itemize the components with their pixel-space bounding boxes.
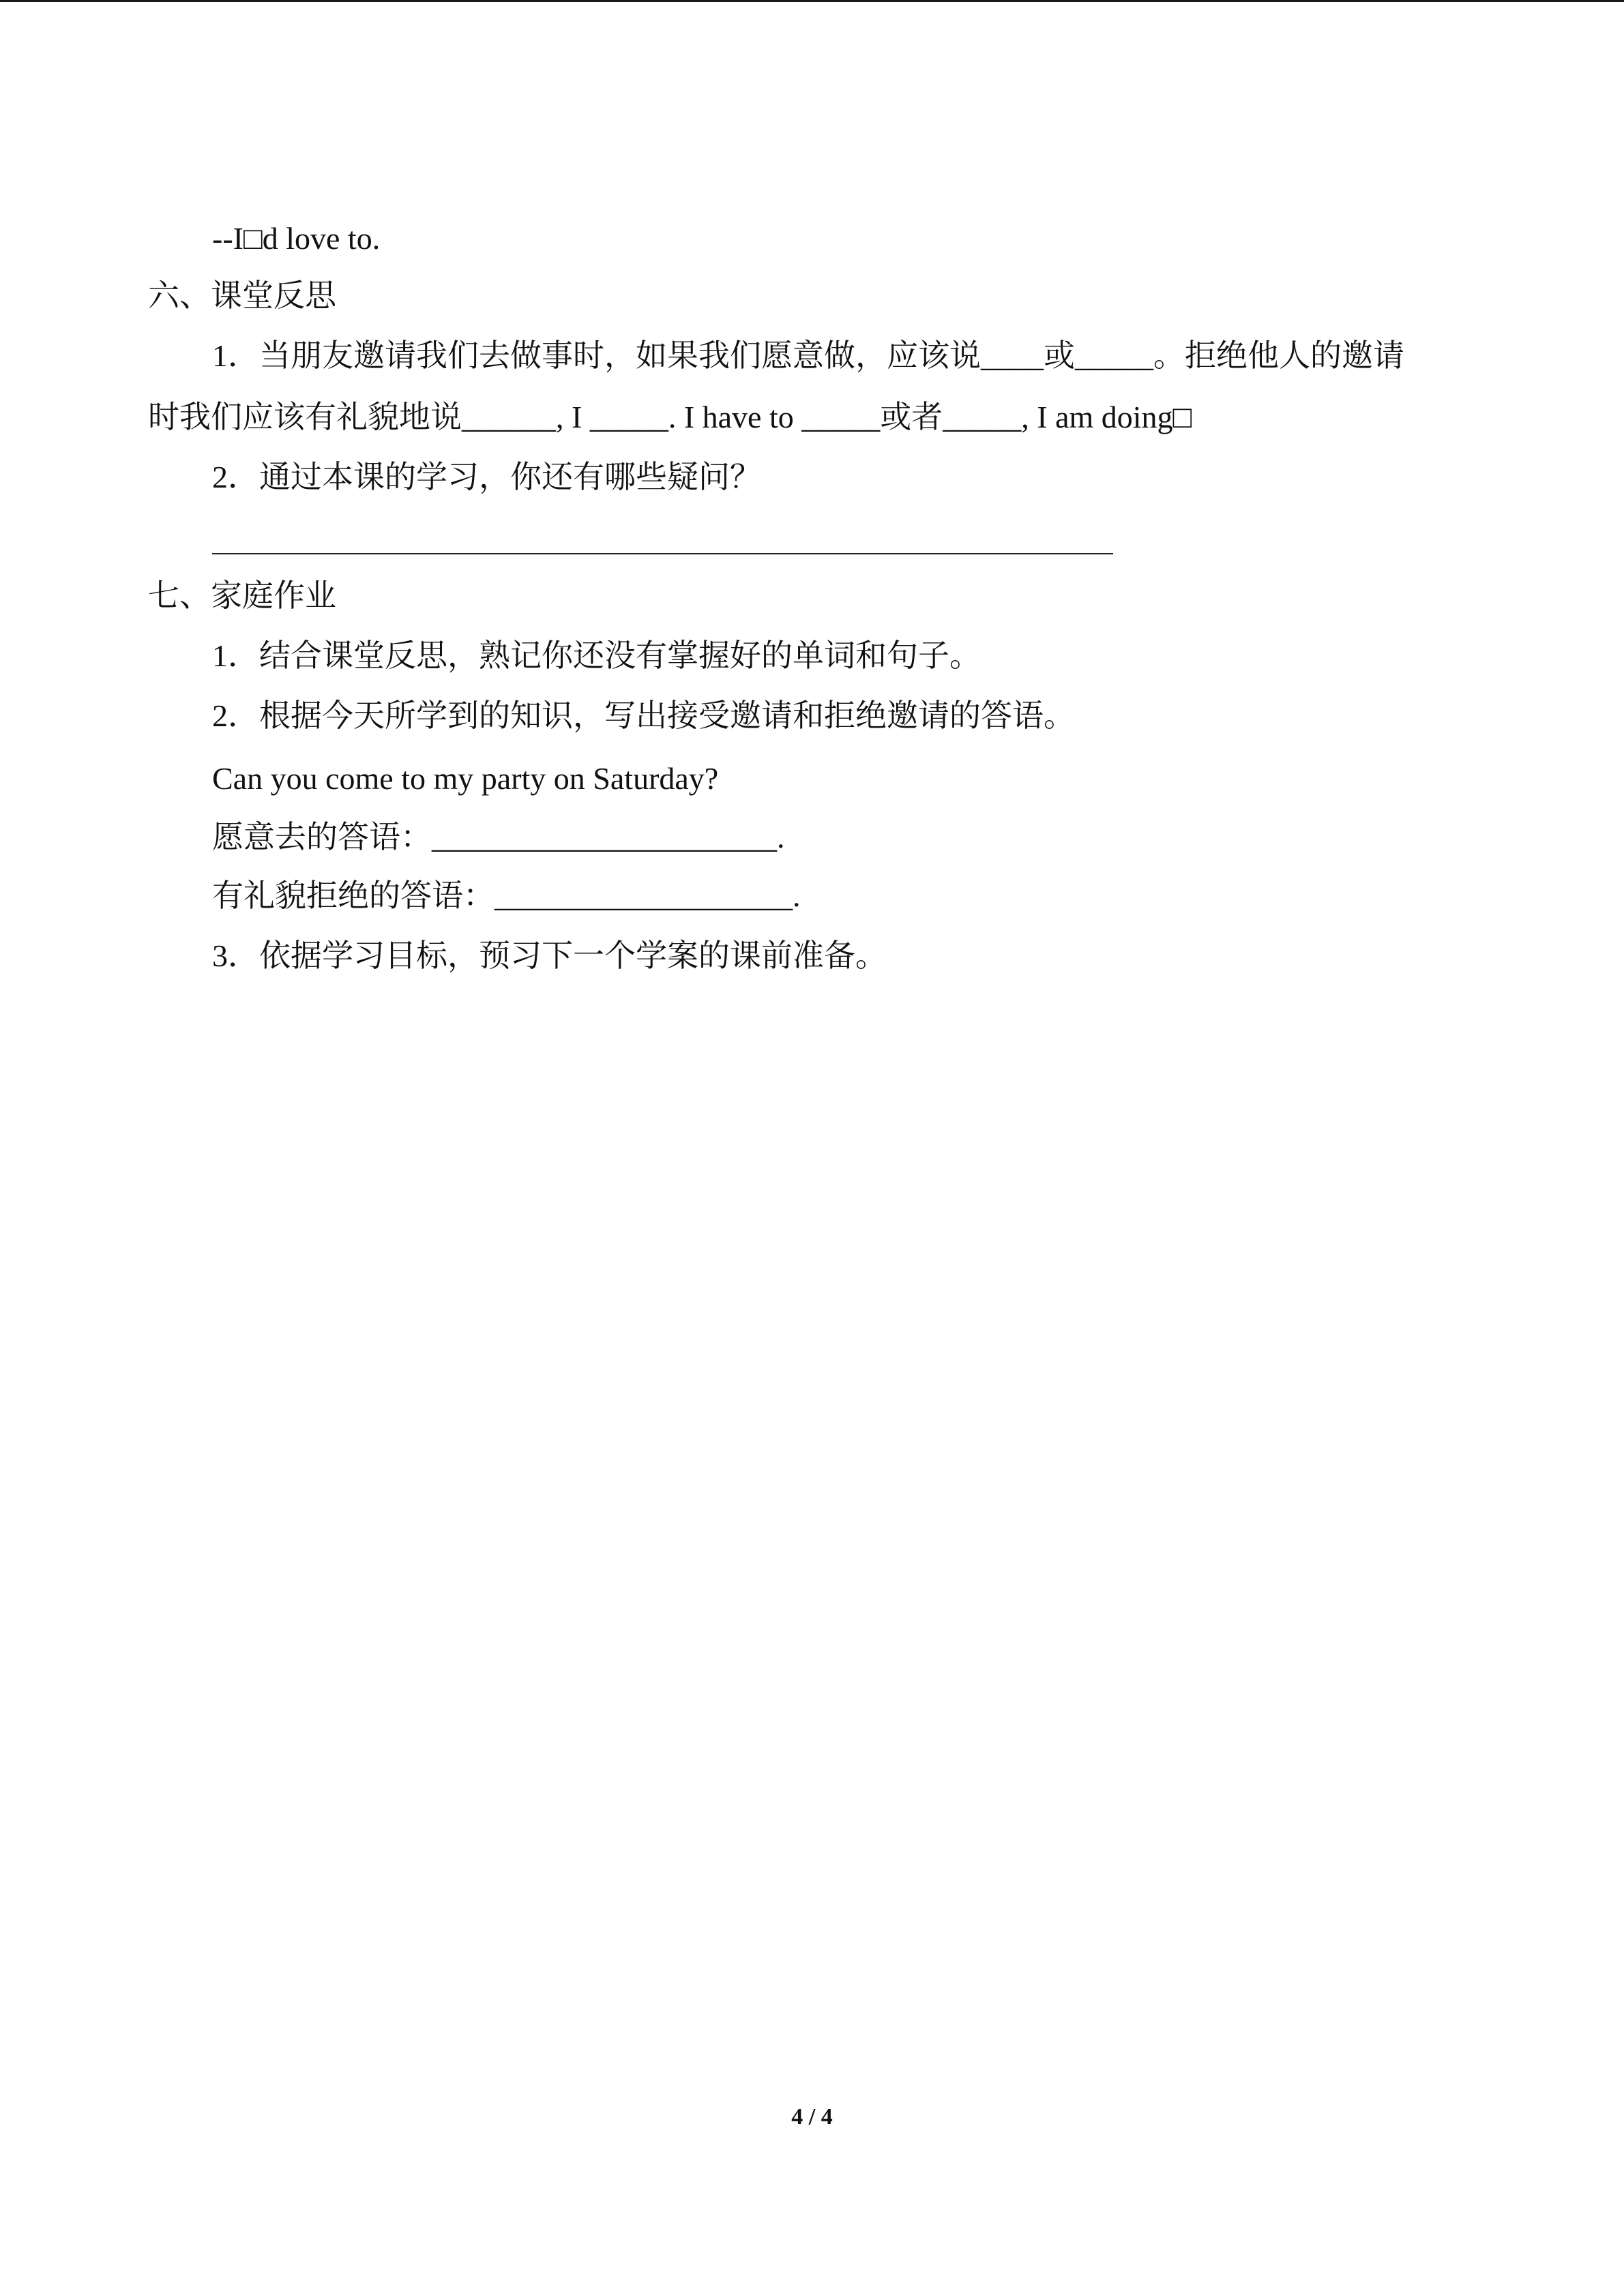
section-6-item-1-line-2: 时我们应该有礼貌地说______, I _____. I have to _____或者_____, I am doing□ [148, 400, 1192, 434]
answer-line [212, 553, 1113, 554]
page-number: 4 / 4 [791, 2104, 833, 2130]
section-6-heading: 六、课堂反思 [148, 278, 336, 313]
dialogue-reply: --I□d love to. [212, 221, 381, 256]
section-7-item-1: 1．结合课堂反思，熟记你还没有掌握好的单词和句子。 [212, 638, 981, 673]
section-6-item-2: 2．通过本课的学习，你还有哪些疑问？ [212, 460, 761, 494]
section-6-item-1-line-1: 1．当朋友邀请我们去做事时，如果我们愿意做，应该说____或_____。拒绝他人的邀请 [212, 338, 1404, 373]
section-7-item-2: 2．根据今天所学到的知识，写出接受邀请和拒绝邀请的答语。 [212, 698, 1075, 733]
section-7-heading: 七、家庭作业 [148, 578, 336, 613]
invitation-question: Can you come to my party on Saturday? [212, 761, 719, 796]
section-7-item-3: 3．依据学习目标，预习下一个学案的课前准备。 [212, 938, 887, 973]
page-top-border [0, 0, 1624, 2]
accept-answer-blank: 愿意去的答语：______________________. [212, 820, 785, 854]
decline-answer-blank: 有礼貌拒绝的答语：___________________. [212, 878, 801, 913]
